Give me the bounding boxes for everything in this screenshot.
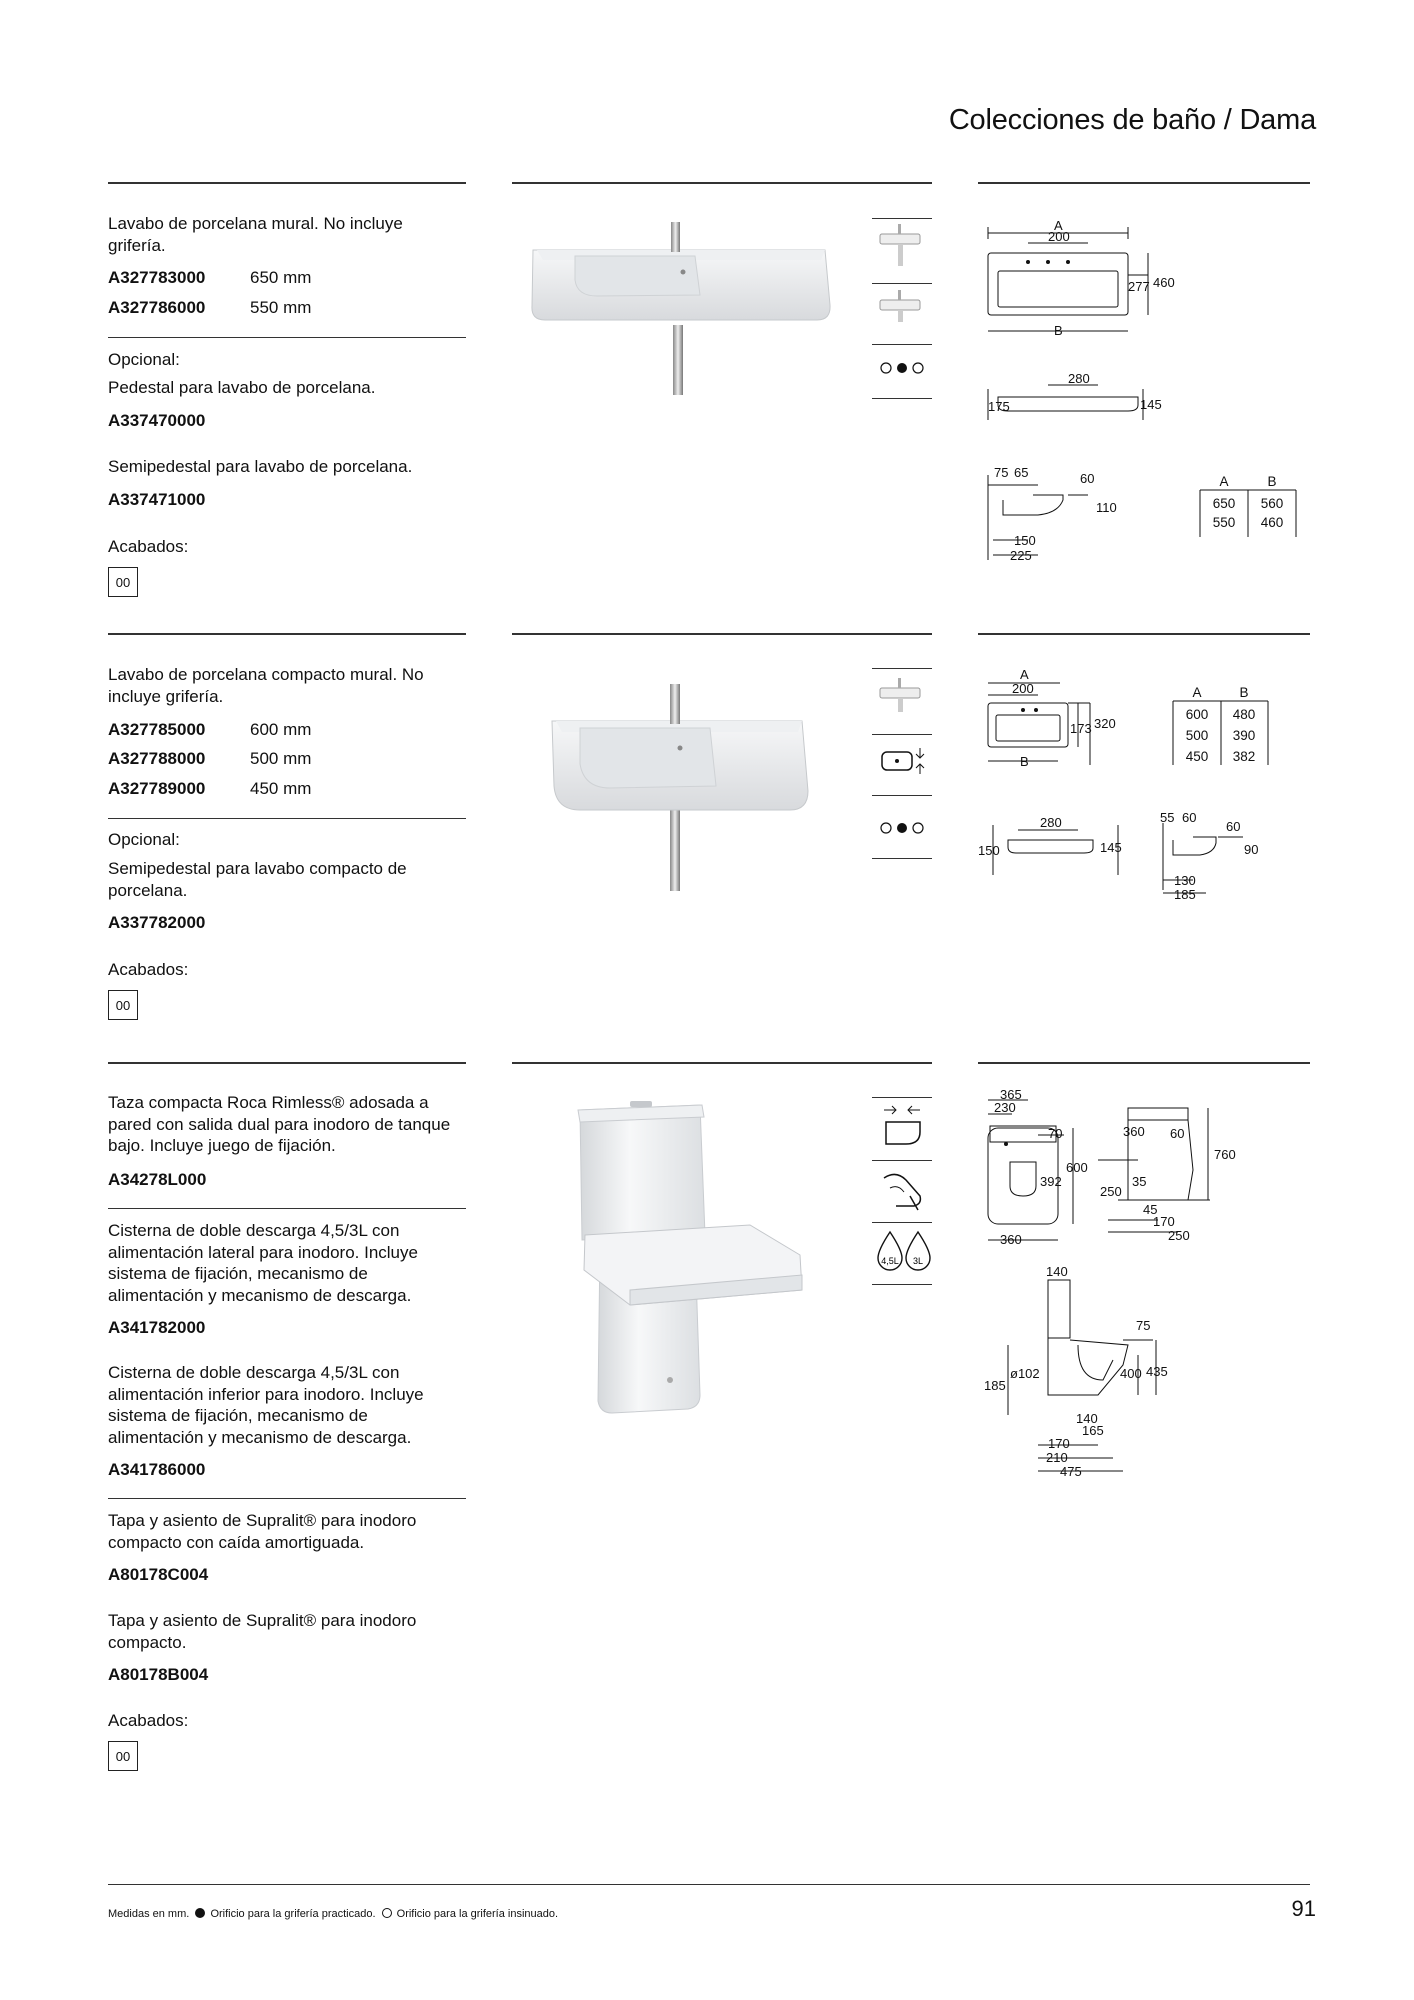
dim-label: 130 (1174, 873, 1196, 888)
dim-label: 90 (1244, 842, 1259, 857)
tap-holes-icon (878, 818, 928, 838)
dim-label: 250 (1100, 1184, 1122, 1199)
tap-holes-icon (878, 358, 928, 378)
divider (108, 182, 466, 184)
dim-label: 140 (1046, 1264, 1068, 1279)
dim-label: 140 (1076, 1411, 1098, 1426)
flush-label: 4,5L (881, 1256, 899, 1266)
page-title: Colecciones de baño / Dama (948, 104, 1316, 136)
dim-label: 45 (1143, 1202, 1158, 1217)
product-size: 550 mm (250, 298, 312, 317)
wall-adjacent-icon (876, 1102, 932, 1148)
divider (108, 1208, 466, 1209)
dim-label: B (1020, 754, 1029, 769)
product-size: 650 mm (250, 268, 312, 287)
dim-label: 320 (1094, 716, 1116, 731)
dim-label: 400 (1120, 1366, 1142, 1381)
product-size: 600 mm (250, 720, 312, 739)
table-cell: 550 (1212, 515, 1236, 530)
divider (872, 668, 932, 669)
dim-label: 170 (1153, 1214, 1175, 1229)
dim-label: B (1054, 323, 1063, 338)
divider (512, 633, 932, 635)
table-cell: 480 (1232, 707, 1256, 722)
cistern-description: Cisterna de doble descarga 4,5/3L con alimentación inferior para inodoro. Incluye sistema de fijación, mecanismo de alimentación y mecanismo de descarga. (108, 1363, 424, 1447)
finish-swatch: 00 (108, 567, 138, 597)
divider (108, 818, 466, 819)
dim-label: 365 (1000, 1090, 1022, 1102)
option-description: Semipedestal para lavabo compacto de porcelana. (108, 859, 407, 900)
table-cell: 390 (1232, 728, 1256, 743)
dim-label: 200 (1048, 229, 1070, 244)
product-description: Lavabo de porcelana mural. No incluye grifería. (108, 214, 403, 255)
seat-code: A80178C004 (108, 1565, 209, 1584)
footer-prefix: Medidas en mm. (108, 1908, 190, 1920)
divider (872, 795, 932, 796)
dim-label: 360 (1000, 1232, 1022, 1247)
dim-label: 150 (1014, 533, 1036, 548)
divider (978, 1062, 1310, 1064)
dim-label: 460 (1153, 275, 1175, 290)
product-size: 500 mm (250, 749, 312, 768)
divider (512, 1062, 932, 1064)
finishes-label: Acabados: (108, 537, 189, 556)
dim-label: 55 (1160, 810, 1175, 825)
divider (872, 1284, 932, 1285)
divider (512, 182, 932, 184)
semipedestal-basin-icon (874, 288, 930, 328)
dim-label: 185 (984, 1378, 1006, 1393)
dim-label: 145 (1140, 397, 1162, 412)
cistern-description: Cisterna de doble descarga 4,5/3L con alimentación lateral para inodoro. Incluye sistema de fijación, mecanismo de alimentación y mecanismo de descarga. (108, 1221, 418, 1305)
divider (872, 734, 932, 735)
flush-label: 3L (912, 1256, 924, 1266)
product-code: A327789000 (108, 779, 206, 798)
compact-basin-image (540, 676, 830, 896)
optional-label: Opcional: (108, 350, 180, 369)
finish-swatch: 00 (108, 990, 138, 1020)
dim-label: 170 (1048, 1436, 1070, 1451)
dim-label: 360 (1123, 1124, 1145, 1139)
cistern-code: A341786000 (108, 1460, 206, 1479)
dim-label: 280 (1040, 815, 1062, 830)
divider (872, 1160, 932, 1161)
pedestal-basin-icon (874, 222, 930, 268)
option-description: Semipedestal para lavabo de porcelana. (108, 457, 413, 476)
product-code: A327783000 (108, 268, 206, 287)
table-header: B (1239, 685, 1249, 700)
table-cell: 460 (1260, 515, 1284, 530)
divider (108, 1062, 466, 1064)
divider (108, 337, 466, 338)
empty-circle-icon (382, 1908, 392, 1918)
dim-label: 110 (1096, 500, 1117, 515)
dim-label: A (1020, 667, 1029, 682)
divider (872, 398, 932, 399)
dim-label: 280 (1068, 371, 1090, 386)
table-header: A (1219, 474, 1229, 489)
finishes-label: Acabados: (108, 1711, 189, 1730)
table-cell: 500 (1185, 728, 1209, 743)
optional-label: Opcional: (108, 830, 180, 849)
table-cell: 560 (1260, 496, 1284, 511)
divider (872, 283, 932, 284)
dim-label: 185 (1174, 887, 1196, 902)
rimless-icon (876, 1166, 932, 1212)
product-code: A327788000 (108, 749, 206, 768)
option-code: A337470000 (108, 411, 206, 430)
dim-label: 75 (1136, 1318, 1151, 1333)
dim-label: 392 (1040, 1174, 1062, 1189)
dim-label: 173 (1070, 721, 1092, 736)
divider (872, 1222, 932, 1223)
dim-label: 60 (1182, 810, 1197, 825)
option-description: Pedestal para lavabo de porcelana. (108, 378, 376, 397)
dim-label: 70 (1048, 1126, 1063, 1141)
dim-label: 35 (1132, 1174, 1147, 1189)
divider (872, 218, 932, 219)
dim-label: 210 (1046, 1450, 1068, 1465)
dim-label: 60 (1080, 471, 1095, 486)
footer-divider (108, 1884, 1310, 1885)
table-cell: 600 (1185, 707, 1209, 722)
compact-basin-icon (876, 744, 932, 778)
divider (978, 633, 1310, 635)
dim-label: 65 (1014, 465, 1029, 480)
dim-label: A (1054, 218, 1063, 233)
toilet-technical-drawing (978, 1090, 1310, 1490)
dual-flush-icon (874, 1228, 934, 1276)
divider (872, 858, 932, 859)
seat-description: Tapa y asiento de Supralit® para inodoro compacto. (108, 1611, 417, 1652)
table-header: B (1267, 474, 1277, 489)
dim-label: 250 (1168, 1228, 1190, 1243)
table-cell: 450 (1185, 749, 1209, 764)
dim-label: 75 (994, 465, 1009, 480)
filled-circle-icon (195, 1908, 205, 1918)
cistern-code: A341782000 (108, 1318, 206, 1337)
divider (978, 182, 1310, 184)
dim-label: 200 (1012, 681, 1034, 696)
table-cell: 650 (1212, 496, 1236, 511)
seat-code: A80178B004 (108, 1665, 209, 1684)
dim-label: 150 (978, 843, 1000, 858)
compact-basin-technical-drawing (978, 665, 1310, 915)
product-size: 450 mm (250, 779, 312, 798)
dim-label: 225 (1010, 548, 1032, 563)
dim-label: 60 (1170, 1126, 1185, 1141)
dim-label: 145 (1100, 840, 1122, 855)
dim-label: 60 (1226, 819, 1241, 834)
dim-label: ø102 (1010, 1366, 1040, 1381)
option-code: A337782000 (108, 913, 206, 932)
table-header: A (1192, 685, 1202, 700)
toilet-image (570, 1095, 820, 1425)
divider (108, 633, 466, 635)
dim-label: 175 (988, 399, 1010, 414)
basin-technical-drawing (978, 215, 1310, 575)
seat-description: Tapa y asiento de Supralit® para inodoro compacto con caída amortiguada. (108, 1511, 417, 1552)
divider (872, 344, 932, 345)
footer-drilled: Orificio para la grifería practicado. (210, 1908, 376, 1920)
product-code: A327785000 (108, 720, 206, 739)
dim-label: 435 (1146, 1364, 1168, 1379)
basin-image (525, 210, 845, 400)
product-code: A327786000 (108, 298, 206, 317)
product-description: Taza compacta Roca Rimless® adosada a pared con salida dual para inodoro de tanque bajo. Incluye juego de fijación. (108, 1093, 451, 1155)
dim-label: 165 (1082, 1423, 1104, 1438)
dim-label: 760 (1214, 1147, 1236, 1162)
product-code: A34278L000 (108, 1170, 207, 1189)
footer-marked: Orificio para la grifería insinuado. (396, 1908, 559, 1920)
page-number: 91 (1291, 1896, 1316, 1921)
finishes-label: Acabados: (108, 960, 189, 979)
table-cell: 382 (1232, 749, 1256, 764)
semipedestal-basin-icon (874, 674, 930, 718)
option-code: A337471000 (108, 490, 206, 509)
dim-label: 277 (1128, 279, 1150, 294)
finish-swatch: 00 (108, 1741, 138, 1771)
dim-label: 230 (994, 1100, 1016, 1115)
divider (872, 1097, 932, 1098)
divider (108, 1498, 466, 1499)
dim-label: 600 (1066, 1160, 1088, 1175)
footer-note (108, 1908, 558, 1920)
product-description: Lavabo de porcelana compacto mural. No incluye grifería. (108, 665, 424, 706)
dim-label: 475 (1060, 1464, 1082, 1479)
